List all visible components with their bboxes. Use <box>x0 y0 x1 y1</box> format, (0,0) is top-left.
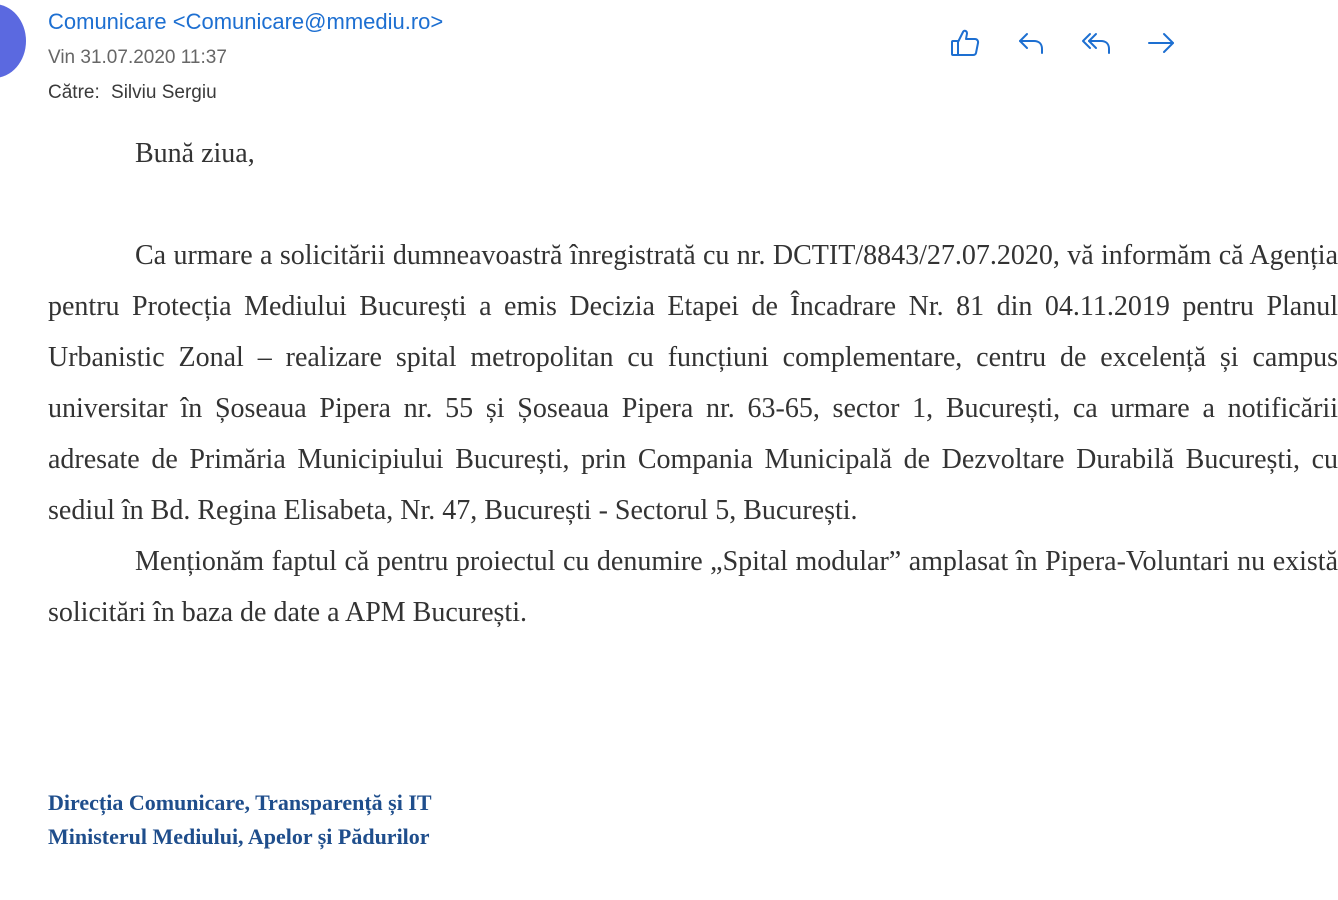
forward-icon <box>1145 27 1177 59</box>
recipient-name[interactable]: Silviu Sergiu <box>111 82 217 103</box>
to-label: Către: <box>48 82 100 103</box>
reply-icon <box>1015 27 1047 59</box>
signature-department: Direcția Comunicare, Transparență și IT <box>48 790 432 815</box>
reply-all-button[interactable] <box>1075 22 1117 64</box>
blank-line <box>48 179 1338 230</box>
thumbs-up-icon <box>949 27 981 59</box>
reply-button[interactable] <box>1010 22 1052 64</box>
body-paragraph-1: Ca urmare a solicitării dumneavoastră înregistrată cu nr. DCTIT/8843/27.07.2020, vă informăm că Agenția pentru Protecția Mediului București a emis Decizia Etapei de Încadrare Nr. 81 din 04.11.2019 pentru Planul Urbanistic Zonal – realizare spital metropolitan cu funcțiuni complementare, centru de excelență și campus universitar în Șoseaua Pipera nr. 55 și Șoseaua Pipera nr. 63-65, sector 1, București, ca urmare a notificării adresate de Primăria Municipiului București, prin Compania Municipală de Dezvoltare Durabilă București, cu sediul în Bd. Regina Elisabeta, Nr. 47, București - Sectorul 5, București. <box>48 240 1338 526</box>
message-actions <box>940 22 1200 64</box>
sender-avatar[interactable] <box>0 4 26 78</box>
like-button[interactable] <box>944 22 986 64</box>
forward-button[interactable] <box>1140 22 1182 64</box>
sender-name[interactable]: Comunicare <Comunicare@mmediu.ro> <box>48 9 444 34</box>
sent-date: Vin 31.07.2020 11:37 <box>48 47 227 68</box>
body-paragraph-2: Menționăm faptul că pentru proiectul cu denumire „Spital modular” amplasat în Pipera-Voluntari nu există solicitări în baza de date a APM București. <box>48 546 1338 628</box>
reply-all-icon <box>1080 27 1112 59</box>
recipient-row <box>48 82 217 104</box>
signature-ministry: Ministerul Mediului, Apelor și Pădurilor <box>48 824 430 849</box>
message-body <box>48 128 1338 638</box>
greeting: Bună ziua, <box>135 138 255 169</box>
signature <box>48 786 432 854</box>
